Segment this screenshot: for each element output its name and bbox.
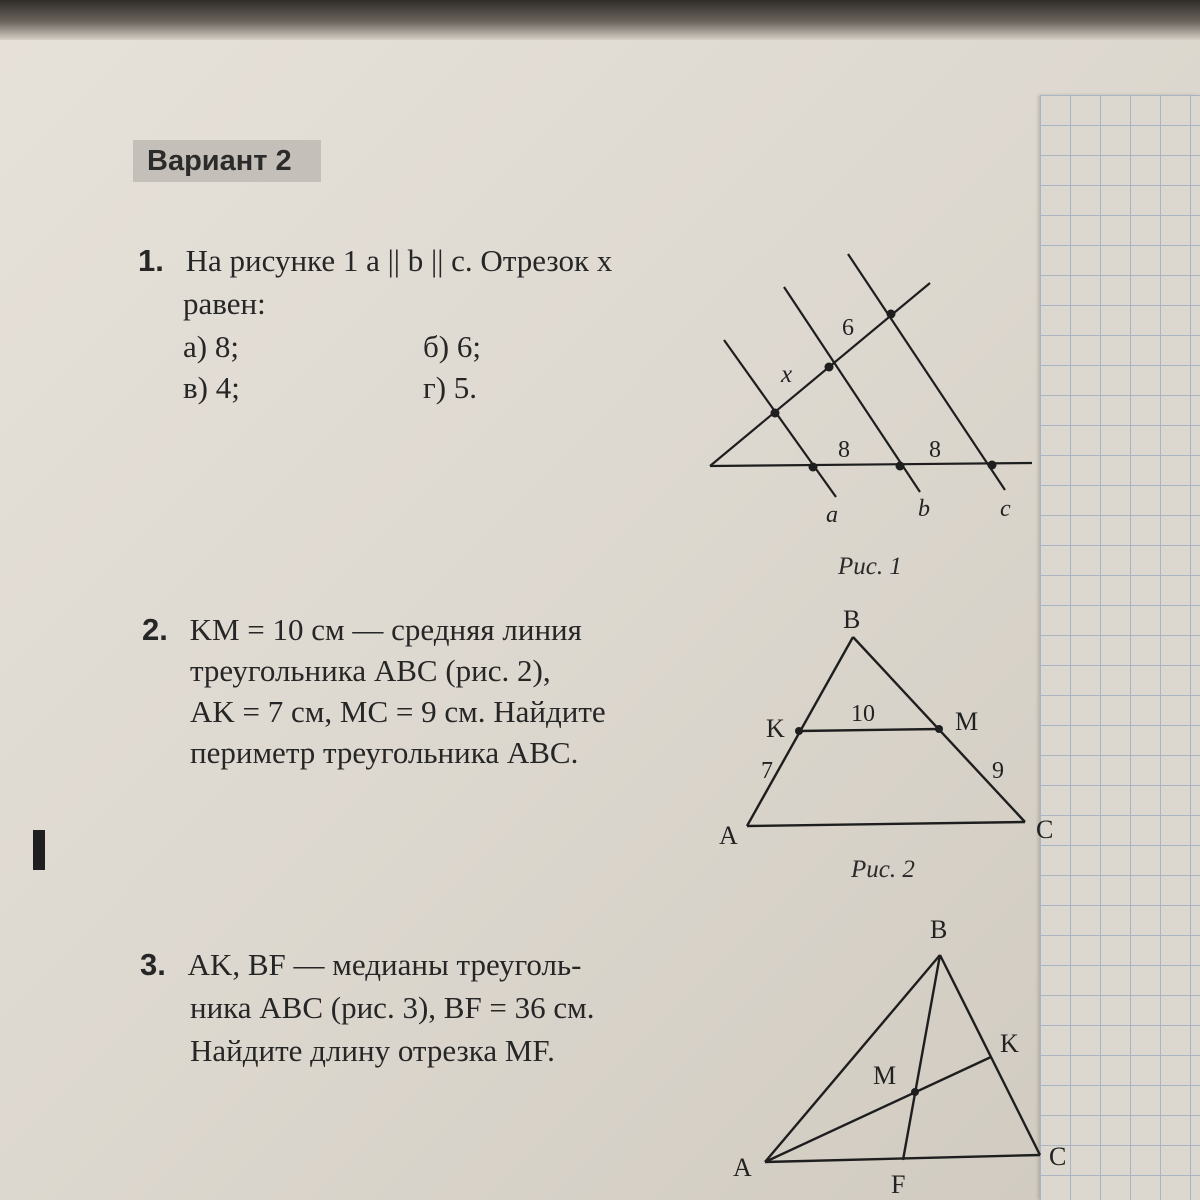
- fig3-label-c: C: [1049, 1142, 1067, 1171]
- fig2-label-m: M: [955, 707, 979, 736]
- fig2-label-10: 10: [851, 701, 875, 727]
- fig2-label-k: K: [766, 714, 785, 743]
- fig1-label-c: c: [1000, 496, 1011, 522]
- task-1-option-d: г) 5.: [423, 370, 478, 405]
- fig2-label-7: 7: [761, 758, 773, 784]
- fig3-median-bf: [903, 955, 940, 1160]
- fig2-label-c: C: [1036, 815, 1054, 844]
- task-3-line1: AK, BF — медианы треуголь-: [187, 947, 582, 982]
- task-1-line1: На рисунке 1 a || b || c. Отрезок x: [185, 243, 613, 278]
- figure-2-caption: Рис. 2: [851, 856, 915, 883]
- task-3-number: 3.: [140, 947, 166, 982]
- task-1-number: 1.: [138, 243, 164, 278]
- task-1-line2: равен:: [183, 286, 266, 321]
- task-3-line3: Найдите длину отрезка MF.: [190, 1033, 555, 1068]
- task-1-option-a: а) 8;: [183, 329, 239, 364]
- fig3-side-ab: [765, 955, 940, 1162]
- fig3-point-m: [911, 1088, 919, 1096]
- fig1-label-x: x: [781, 361, 793, 388]
- task-2-line2: треугольника ABC (рис. 2),: [190, 653, 551, 688]
- task-2-line3: AK = 7 см, MC = 9 см. Найдите: [190, 694, 606, 729]
- fig3-label-f: F: [891, 1170, 906, 1199]
- figure-1-caption: Рис. 1: [838, 553, 902, 580]
- fig3-side-bc: [940, 955, 1040, 1155]
- fig3-label-k: K: [1000, 1029, 1019, 1058]
- fig3-label-a: A: [733, 1153, 752, 1182]
- task-3-line2: ника ABC (рис. 3), BF = 36 см.: [190, 990, 595, 1025]
- variant-heading: Вариант 2: [133, 140, 321, 182]
- task-2-number: 2.: [142, 612, 168, 647]
- fig3-label-m: M: [873, 1061, 897, 1090]
- fig1-label-a: a: [826, 502, 838, 528]
- task-1-option-c: в) 4;: [183, 370, 240, 405]
- task-2-line1: KM = 10 см — средняя линия: [189, 612, 582, 647]
- task-1-option-b: б) 6;: [423, 329, 481, 364]
- fig1-label-b: b: [918, 496, 930, 522]
- fig2-label-b: B: [843, 605, 861, 634]
- fig3-label-b: B: [930, 915, 948, 944]
- fig2-label-9: 9: [992, 758, 1004, 784]
- fig1-label-8-first: 8: [838, 437, 850, 463]
- fig1-label-6: 6: [842, 315, 854, 341]
- fig1-label-8-second: 8: [929, 437, 941, 463]
- fig2-label-a: A: [719, 821, 738, 850]
- task-2-line4: периметр треугольника ABC.: [190, 735, 579, 770]
